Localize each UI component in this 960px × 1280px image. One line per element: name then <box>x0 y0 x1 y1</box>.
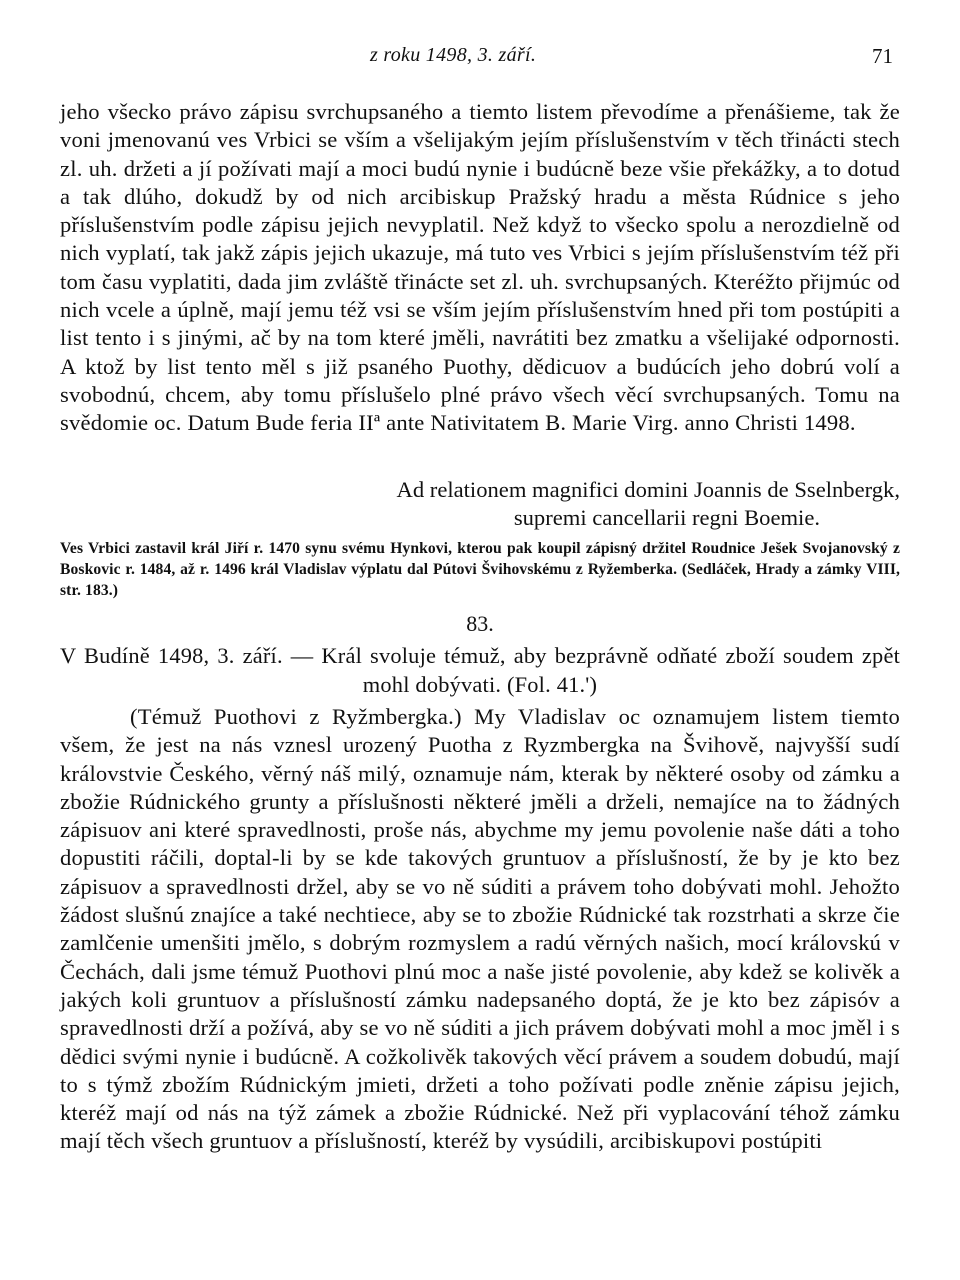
paragraph-text: (Témuž Puothovi z Ryžmbergka.) My Vladislav oc oznamujem listem tiemto všem, že jest na nás vznesl urozený Puotha z Ryzmbergka na Švihově, najvyšší sudí královstvie Českého, věrný náš milý, oznamuje nám, kterak by některé osoby od zámku a zbožie Rúdnického grunty a příslušnosti některé jměli a drželi, nemajíce na to žádných zápisuov ani které spravedlnosti, proše nás, abychme my jemu povolenie naše dáti a toho dopustiti ráčili, doptal-li by se kde takových gruntuov a příslušností, že by je kto bez zápisuov a spravedlnosti držel, aby se vo ně súditi a právem toho dobývati mohl. Jehožto žádost slušnú znajíce a také nechtiece, aby se to zbožie Rúdnické tak rozstrhati a skrze čie zamlčenie umenšiti jmělo, s dobrým rozmyslem a radú věrných našich, mocí královskú v Čechách, dali jsme témuž Puothovi plnú moc a naše jisté povolenie, aby kdež se kolivěk a jakých koli gruntuov a příslušností zámku nadepsaného doptá, že je kto bez zápisóv a spravedlnosti drží a požívá, aby se vo ně súditi a jich právem dobývati mohl a moc jměl i s dědici svými nynie i budúcně. A cožkolivěk takových věcí právem a soudem dobudú, mají to s týmž zbožím Rúdnickým jmieti, držeti a toho požívati podle zněnie zápisu jejich, kteréž mají od nás na týž zámek a zbožie Rúdnické. Než při vyplacování téhož zámku mají těch všech gruntuov a příslušností, kteréž by vysúdili, arcibiskupovi postúpiti <box>60 704 900 1154</box>
signature-line-2: supremi cancellarii regni Boemie. <box>513 505 820 530</box>
paragraph-continuation <box>60 98 900 438</box>
document-number: 83. <box>466 611 494 636</box>
paragraph-text: jeho všecko právo zápisu svrchupsaného a tiemto listem převodíme a přenášieme, tak že voni jmenovanú ves Vrbici se vším a všelijakým jejím příslušenstvím v těch třinácti stech zl. uh. držeti a jí požívati mají a moci budú nynie i budúcně beze všie překážky, a to dotud a tak dlúho, dokudž by od nich arcibiskup Pražský hradu a města Rúdnice s jeho příslušenstvím podle zápisu jejich nevyplatil. Než když to všecko spolu a nerozdielně od nich vyplatí, tak jakž zápis jejich ukazuje, má tuto ves Vrbici s jejím příslušenstvím též při tom času vyplatiti, dada jim zvláště třinácte set zl. uh. svrchupsaných. Kteréžto přijmúc od nich vcele a úplně, mají jemu též vsi se vším jejím příslušenstvím hned při tom postúpiti a list tento i s jinými, ač by na tom které jměli, navrátiti bez zmatku a všelijaké odpornosti. A ktož by list tento měl s již psaného Puothy, dědicuov a budúcích jeho dobrú volí a svobodnú, chcem, aby tomu příslušelo plné právo všech věcí svrchupsaných. Tomu na svědomie oc. Datum Bude feria IIª ante Nativitatem B. Marie Virg. anno Christi 1498. <box>60 99 900 436</box>
document-heading <box>60 642 900 699</box>
footnote: Ves Vrbici zastavil král Jiří r. 1470 synu svému Hynkovi, kterou pak koupil zápisný držitel Roudnice Ješek Svojanovský z Boskovic r. 1484, až r. 1496 král Vladislav výplatu dal Pútovi Švihovskému z Ryžemberka. (Sedláček, Hrady a zámky VIII, str. 183.) <box>60 540 900 599</box>
page-number: 71 <box>872 44 893 68</box>
heading-line-1: V Budíně 1498, 3. září. — Král svoluje témuž, aby bezprávně odňaté zboží soudem zpět <box>60 643 900 668</box>
signature-line-1: Ad relationem magnifici domini Joannis de Sselnbergk, <box>396 477 900 502</box>
paragraph-main <box>60 703 900 1156</box>
running-title: z roku 1498, 3. září. <box>370 44 537 66</box>
page-header <box>0 44 960 76</box>
heading-line-2: mohl dobývati. (Fol. 41.') <box>362 671 598 697</box>
